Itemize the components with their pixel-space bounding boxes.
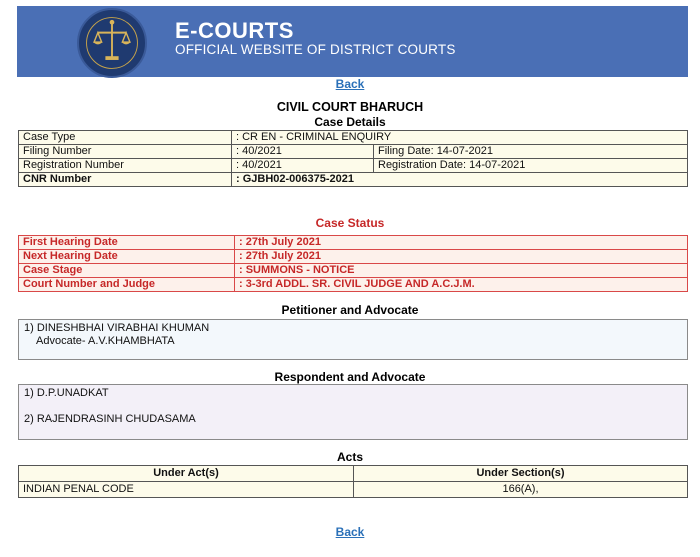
table-row (19, 482, 688, 498)
petitioner-title: Petitioner and Advocate (281, 303, 419, 317)
ecourts-logo-icon[interactable] (77, 8, 147, 78)
table-row (19, 264, 688, 278)
registration-number-label: Registration Number (19, 159, 232, 173)
petitioner-name: 1) DINESHBHAI VIRABHAI KHUMAN (24, 322, 210, 334)
acts-title: Acts (336, 450, 363, 464)
case-type-value: : CR EN - CRIMINAL ENQUIRY (232, 131, 688, 145)
table-header-row (19, 466, 688, 482)
cnr-value: : GJBH02-006375-2021 (232, 173, 688, 187)
back-link-top[interactable]: Back (335, 77, 365, 91)
table-row (19, 145, 688, 159)
respondent-box (18, 384, 688, 440)
filing-number-label: Filing Number (19, 145, 232, 159)
respondent-1: 1) D.P.UNADKAT (24, 387, 109, 399)
case-status-title: Case Status (315, 216, 385, 230)
next-hearing-value: : 27th July 2021 (235, 250, 688, 264)
act-section: 166(A), (354, 482, 688, 498)
case-stage-label: Case Stage (19, 264, 235, 278)
back-link-bottom[interactable]: Back (335, 525, 365, 539)
first-hearing-value: : 27th July 2021 (235, 236, 688, 250)
cnr-label: CNR Number (19, 173, 232, 187)
registration-number-value: : 40/2021 (232, 159, 374, 173)
acts-table (18, 465, 688, 498)
table-row (19, 278, 688, 292)
registration-date: Registration Date: 14-07-2021 (374, 159, 688, 173)
site-subtitle: OFFICIAL WEBSITE OF DISTRICT COURTS (175, 42, 456, 57)
court-judge-label: Court Number and Judge (19, 278, 235, 292)
court-name: CIVIL COURT BHARUCH (276, 100, 424, 114)
filing-date: Filing Date: 14-07-2021 (374, 145, 688, 159)
petitioner-advocate: Advocate- A.V.KHAMBHATA (36, 335, 175, 347)
court-judge-value: : 3-3rd ADDL. SR. CIVIL JUDGE AND A.C.J.M. (235, 278, 688, 292)
case-stage-value: : SUMMONS - NOTICE (235, 264, 688, 278)
filing-number-value: : 40/2021 (232, 145, 374, 159)
act-name: INDIAN PENAL CODE (19, 482, 354, 498)
case-type-label: Case Type (19, 131, 232, 145)
case-status-table (18, 235, 688, 292)
table-row (19, 173, 688, 187)
table-row (19, 159, 688, 173)
next-hearing-label: Next Hearing Date (19, 250, 235, 264)
first-hearing-label: First Hearing Date (19, 236, 235, 250)
table-row (19, 131, 688, 145)
respondent-title: Respondent and Advocate (274, 370, 426, 384)
respondent-2: 2) RAJENDRASINH CHUDASAMA (24, 413, 196, 425)
under-act-header: Under Act(s) (19, 466, 354, 482)
case-details-title: Case Details (314, 115, 386, 129)
case-details-table (18, 130, 688, 187)
site-header (17, 6, 688, 77)
petitioner-box (18, 319, 688, 360)
table-row (19, 236, 688, 250)
under-section-header: Under Section(s) (354, 466, 688, 482)
table-row (19, 250, 688, 264)
site-title: E-COURTS (175, 18, 294, 43)
